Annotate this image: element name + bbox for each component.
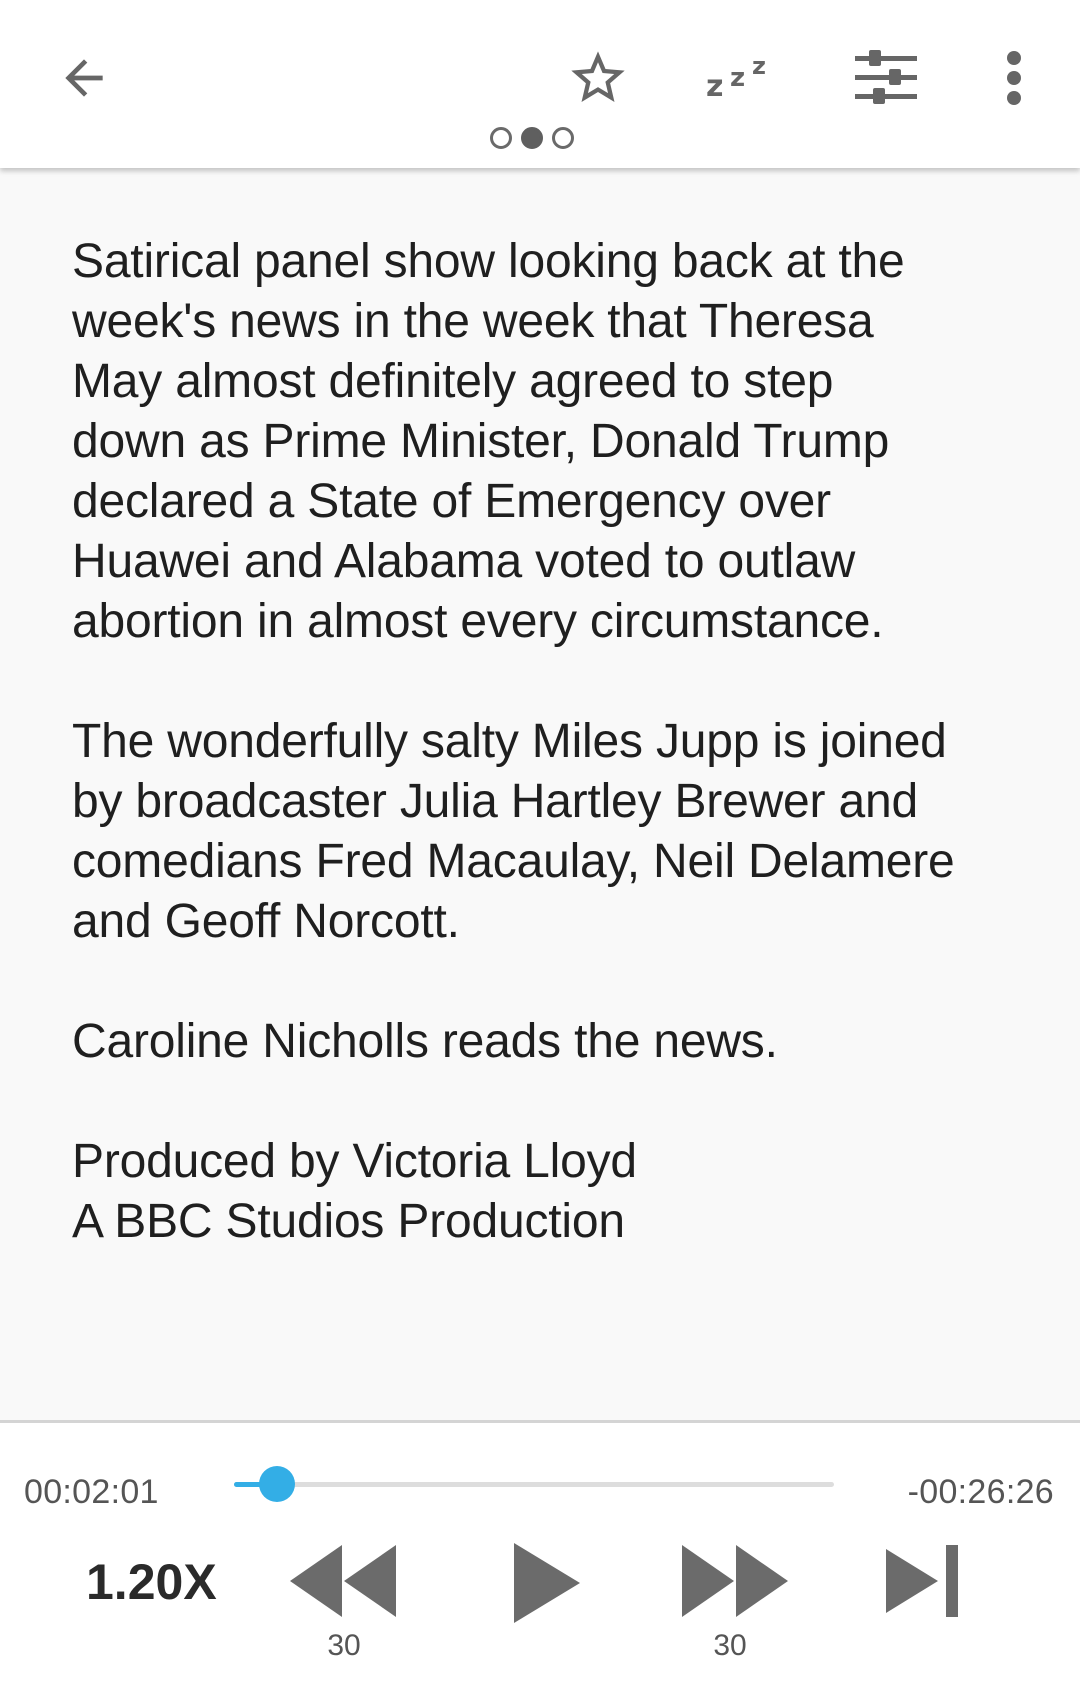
seek-track <box>234 1482 834 1487</box>
skip-next-icon <box>886 1543 960 1619</box>
svg-text:z: z <box>752 52 766 80</box>
top-app-bar <box>0 0 1080 168</box>
fast-forward-icon <box>682 1543 788 1619</box>
fast-forward-button[interactable] <box>682 1543 788 1619</box>
back-button[interactable] <box>36 30 132 126</box>
description-paragraph: Produced by Victoria Lloyd A BBC Studios Production <box>72 1135 637 1248</box>
star-outline-icon <box>566 46 630 110</box>
rewind-button[interactable] <box>290 1543 396 1619</box>
svg-text:z: z <box>730 63 746 93</box>
page-indicator <box>490 127 574 149</box>
rewind-seconds-label: 30 <box>327 1629 361 1662</box>
episode-description <box>72 232 1032 1252</box>
description-paragraph: Caroline Nicholls reads the news. <box>72 1015 778 1068</box>
play-button[interactable] <box>512 1541 582 1625</box>
more-options-button[interactable] <box>966 30 1062 126</box>
sliders-icon <box>853 48 919 108</box>
remaining-time: -00:26:26 <box>907 1473 1054 1511</box>
description-paragraph: Satirical panel show looking back at the week's news in the week that Theresa May almost definitely agreed to step down as Prime Minister, Donald Trump declared a State of Emergency over Huawei and Alabama voted to outlaw abortion in almost every circumstance. <box>72 235 905 648</box>
svg-text:z: z <box>706 69 724 104</box>
play-icon <box>512 1541 582 1625</box>
page-dot-1[interactable] <box>490 127 512 149</box>
favorite-button[interactable] <box>550 30 646 126</box>
arrow-left-icon <box>56 50 112 106</box>
elapsed-time: 00:02:01 <box>24 1473 159 1511</box>
forward-seconds-label: 30 <box>713 1629 747 1662</box>
playback-speed-button[interactable]: 1.20X <box>86 1554 217 1610</box>
rewind-icon <box>290 1543 396 1619</box>
equalizer-button[interactable] <box>838 30 934 126</box>
page-dot-2-active[interactable] <box>521 127 543 149</box>
more-vert-icon <box>1004 50 1024 106</box>
zzz-icon <box>700 46 780 106</box>
skip-next-button[interactable] <box>886 1543 960 1619</box>
player-controls <box>0 1420 1080 1699</box>
sleep-timer-button[interactable] <box>692 28 788 124</box>
seek-thumb[interactable] <box>259 1466 295 1502</box>
description-paragraph: The wonderfully salty Miles Jupp is joined by broadcaster Julia Hartley Brewer and comedians Fred Macaulay, Neil Delamere and Geoff Norcott. <box>72 715 955 948</box>
seek-bar[interactable] <box>234 1461 834 1507</box>
page-dot-3[interactable] <box>552 127 574 149</box>
